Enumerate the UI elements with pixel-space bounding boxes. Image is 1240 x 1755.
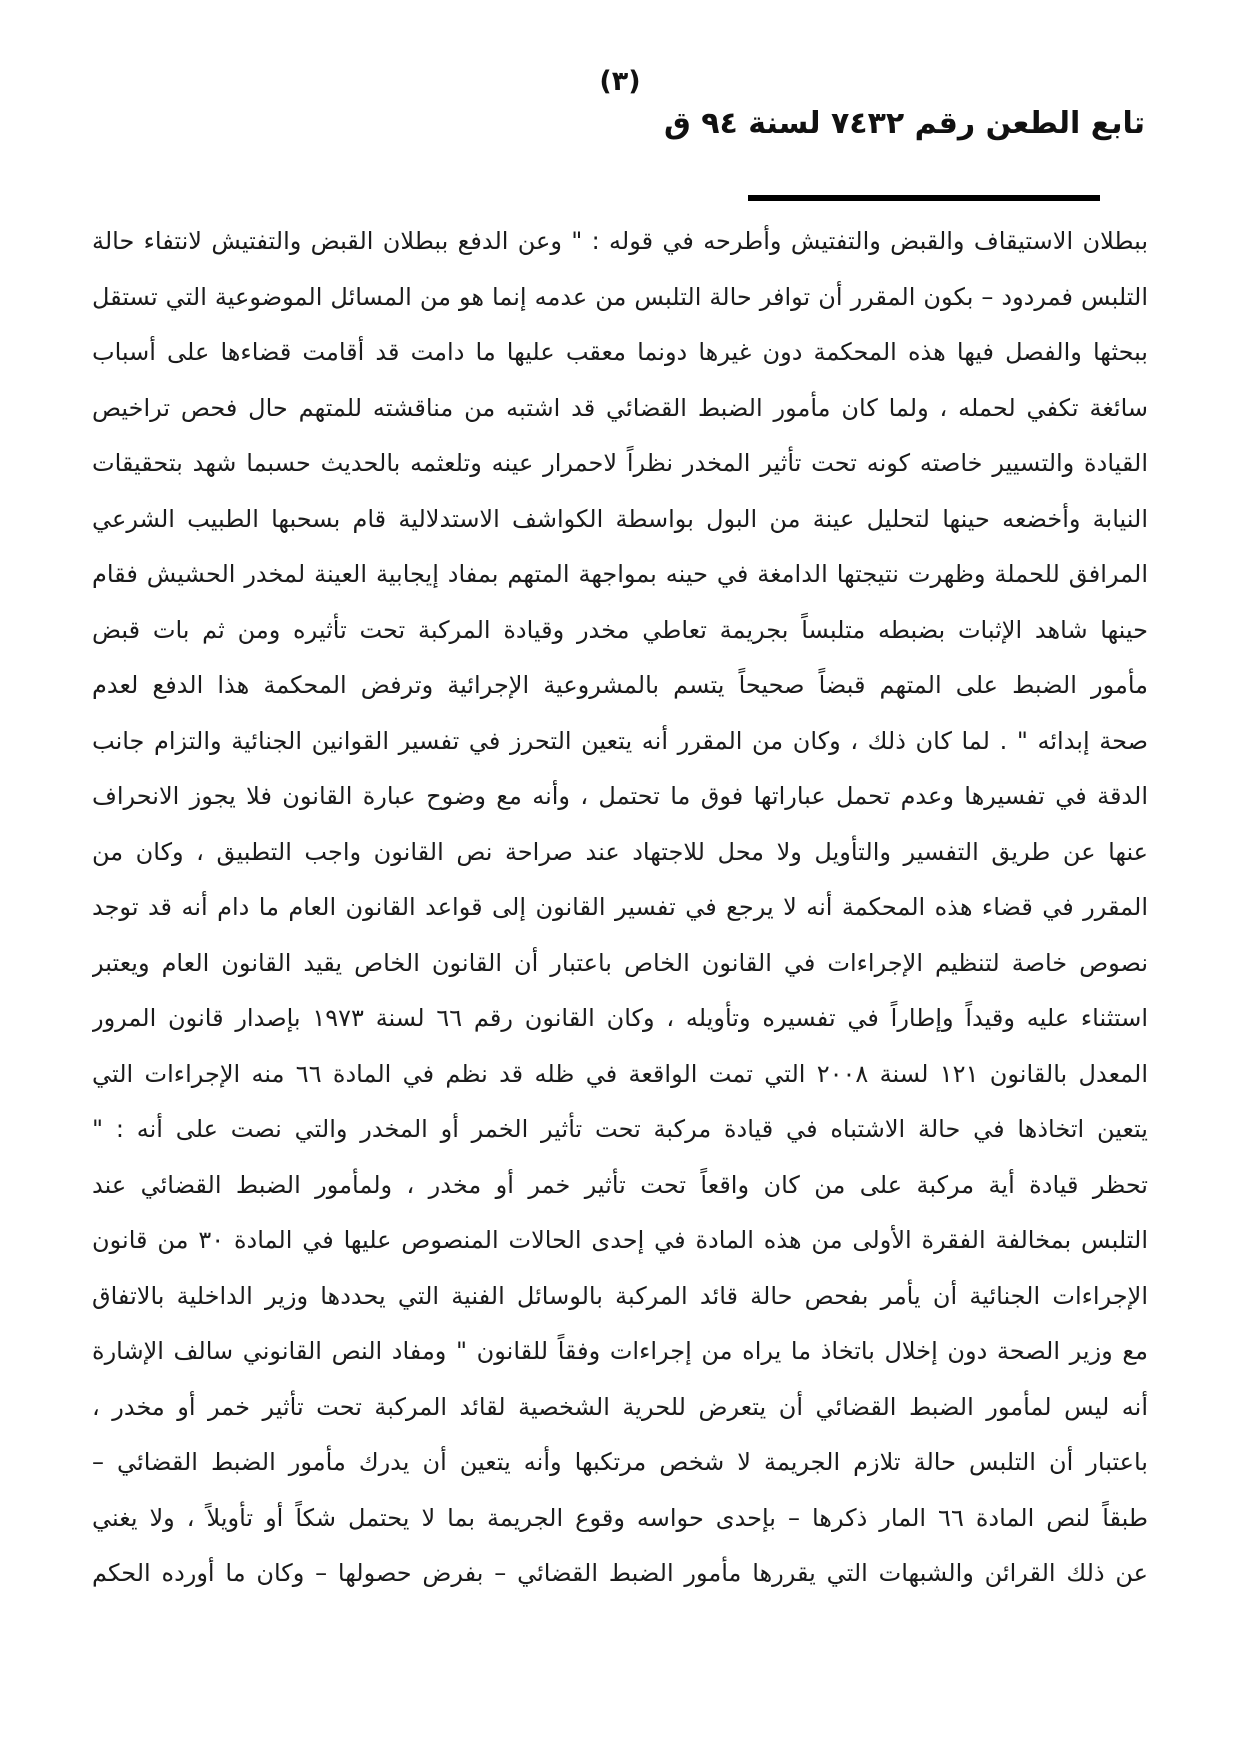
page-number: (٣) [599, 66, 641, 97]
body-line: باعتبار أن التلبس حالة تلازم الجريمة لا شخص مرتكبها وأنه يتعين أن يدرك مأمور الضبط القضائي – [92, 1448, 1148, 1476]
body-line: حينها شاهد الإثبات بضبطه متلبساً بجريمة تعاطي مخدر وقيادة المركبة تحت تأثيره ومن ثم بات قبض [92, 615, 1148, 644]
body-line: النيابة وأخضعه حينها لتحليل عينة من البول بواسطة الكواشف الاستدلالية قام بسحبها الطبيب الشرعي [92, 504, 1148, 533]
body-line: مأمور الضبط على المتهم قبضاً صحيحاً يتسم بالمشروعية الإجرائية وترفض المحكمة هذا الدفع لعدم [92, 671, 1148, 699]
body-line: المعدل بالقانون ١٢١ لسنة ٢٠٠٨ التي تمت الواقعة في ظله قد نظم في المادة ٦٦ منه الإجراءات التي [92, 1059, 1148, 1088]
body-line: الدقة في تفسيرها وعدم تحمل عباراتها فوق ما تحتمل ، وأنه مع وضوح عبارة القانون فلا يجوز الانحراف [92, 782, 1148, 810]
body-line: أنه ليس لمأمور الضبط القضائي أن يتعرض للحرية الشخصية لقائد المركبة تحت تأثير خمر أو مخدر ، [92, 1392, 1148, 1421]
body-line: طبقاً لنص المادة ٦٦ المار ذكرها – بإحدى حواسه وقوع الجريمة بما لا يحتمل شكاً أو تأويلاً ، ولا يغني [92, 1503, 1148, 1532]
body-line: صحة إبدائه " . لما كان ذلك ، وكان من المقرر أنه يتعين التحرز في تفسير القوانين الجنائية والتزام جانب [92, 726, 1148, 755]
body-line: المقرر في قضاء هذه المحكمة أنه لا يرجع في تفسير القانون إلى قواعد القانون العام ما دام أنه قد توجد [92, 893, 1148, 921]
body-line: ببحثها والفصل فيها هذه المحكمة دون غيرها دونما معقب عليها ما دامت قد أقامت قضاءها على أسباب [92, 338, 1148, 366]
body-line: مع وزير الصحة دون إخلال باتخاذ ما يراه من إجراءات وفقاً للقانون " ومفاد النص القانوني سالف الإشارة [92, 1337, 1148, 1365]
body-line: القيادة والتسيير خاصته كونه تحت تأثير المخدر نظراً لاحمرار عينه وتلعثمه بالحديث حسبما شهد بتحقيقات [92, 449, 1148, 477]
body-line: استثناء عليه وقيداً وإطاراً في تفسيره وتأويله ، وكان القانون رقم ٦٦ لسنة ١٩٧٣ بإصدار قانون المرور [92, 1004, 1148, 1032]
body-line: عن ذلك القرائن والشبهات التي يقررها مأمور الضبط القضائي – بفرض حصولها – وكان ما أورده الحكم [92, 1559, 1148, 1587]
body-line: نصوص خاصة لتنظيم الإجراءات في القانون الخاص باعتبار أن القانون الخاص يقيد القانون العام ويعتبر [92, 948, 1148, 977]
header-underline-rule [748, 195, 1100, 201]
body-line: ببطلان الاستيقاف والقبض والتفتيش وأطرحه في قوله : " وعن الدفع ببطلان القبض والتفتيش لانتفاء حالة [92, 227, 1148, 255]
body-line: عنها عن طريق التفسير والتأويل ولا محل للاجتهاد عند صراحة نص القانون واجب التطبيق ، وكان من [92, 837, 1148, 866]
case-header-title: تابع الطعن رقم ٧٤٣٢ لسنة ٩٤ ق [663, 106, 1145, 141]
body-line: المرافق للحملة وظهرت نتيجتها الدامغة في حينه بمواجهة المتهم بمفاد إيجابية العينة لمخدر الحشيش فقام [92, 560, 1148, 588]
body-line: يتعين اتخاذها في حالة الاشتباه في قيادة مركبة تحت تأثير الخمر أو المخدر والتي نصت على أنه : " [92, 1115, 1148, 1143]
body-line: الإجراءات الجنائية أن يأمر بفحص حالة قائد المركبة بالوسائل الفنية التي يحددها وزير الداخلية بالاتفاق [92, 1281, 1148, 1310]
body-line: التلبس بمخالفة الفقرة الأولى من هذه المادة في إحدى الحالات المنصوص عليها في المادة ٣٠ من قانون [92, 1226, 1148, 1254]
body-line: التلبس فمردود – بكون المقرر أن توافر حالة التلبس من عدمه إنما هو من المسائل الموضوعية التي تستقل [92, 282, 1148, 311]
body-line: تحظر قيادة أية مركبة على من كان واقعاً تحت تأثير خمر أو مخدر ، ولمأمور الضبط القضائي عند [92, 1170, 1148, 1199]
body-line: سائغة تكفي لحمله ، ولما كان مأمور الضبط القضائي قد اشتبه من مناقشته للمتهم حال فحص تراخيص [92, 393, 1148, 422]
judgment-text-block [92, 214, 1148, 1602]
